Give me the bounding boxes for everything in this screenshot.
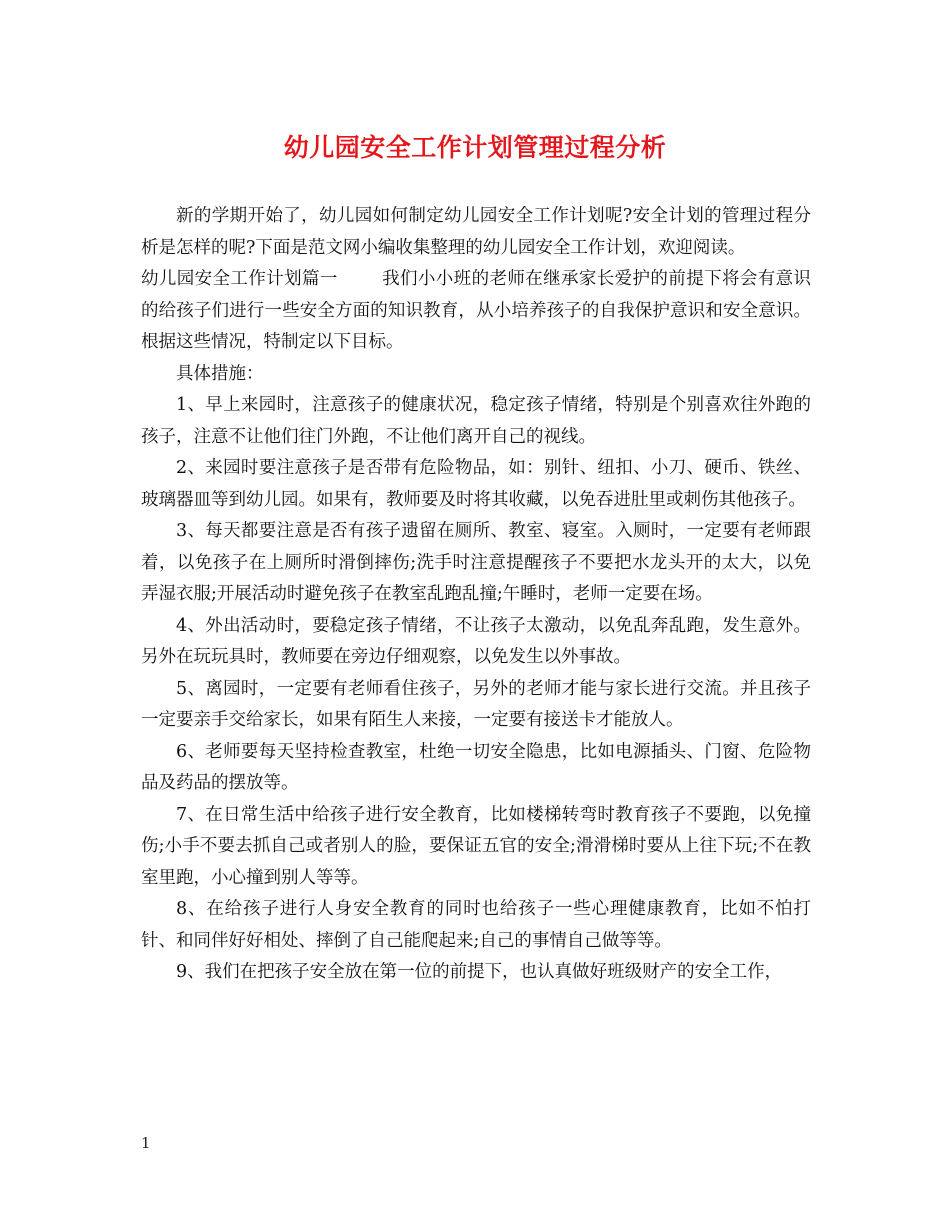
section-paragraph — [141, 264, 811, 359]
page-number: 1 — [141, 1134, 151, 1152]
measures-label: 具体措施： — [176, 363, 264, 384]
measure-item-4: 4、外出活动时，要稳定孩子情绪，不让孩子太激动，以免乱奔乱跑，发生意外。另外在玩玩具时，教师要在旁边仔细观察，以免发生以外事故。 — [141, 615, 811, 667]
measure-item-5: 5、离园时，一定要有老师看住孩子，另外的老师才能与家长进行交流。并且孩子一定要亲手交给家长，如果有陌生人来接，一定要有接送卡才能放人。 — [141, 678, 811, 730]
document-body — [141, 201, 811, 989]
measure-item-9: 9、我们在把孩子安全放在第一位的前提下，也认真做好班级财产的安全工作， — [176, 962, 783, 982]
measure-item-3: 3、每天都要注意是否有孩子遗留在厕所、教室、寝室。入厕时，一定要有老师跟着，以免孩子在上厕所时滑倒摔伤;洗手时注意提醒孩子不要把水龙头开的太大，以免弄湿衣服;开展活动时避免孩子在教室乱跑乱撞;午睡时，老师一定要在场。 — [141, 521, 811, 604]
document-title: 幼儿园安全工作计划管理过程分析 — [283, 133, 667, 162]
measure-item-6: 6、老师要每天坚持检查教室，杜绝一切安全隐患，比如电源插头、门窗、危险物品及药品的摆放等。 — [141, 741, 811, 793]
section-heading: 幼儿园安全工作计划篇一 — [141, 269, 338, 289]
intro-paragraph: 新的学期开始了，幼儿园如何制定幼儿园安全工作计划呢?安全计划的管理过程分析是怎样的呢?下面是范文网小编收集整理的幼儿园安全工作计划，欢迎阅读。 — [141, 206, 811, 258]
measure-item-8: 8、在给孩子进行人身安全教育的同时也给孩子一些心理健康教育，比如不怕打针、和同伴好好相处、摔倒了自己能爬起来;自己的事情自己做等等。 — [141, 899, 811, 951]
measure-item-1: 1、早上来园时，注意孩子的健康状况，稳定孩子情绪，特别是个别喜欢往外跑的孩子，注意不让他们往门外跑，不让他们离开自己的视线。 — [141, 395, 811, 447]
measure-item-2: 2、来园时要注意孩子是否带有危险物品，如：别针、纽扣、小刀、硬币、铁丝、玻璃器皿等到幼儿园。如果有，教师要及时将其收藏，以免吞进肚里或刺伤其他孩子。 — [141, 458, 811, 510]
section-intro: 我们小小班的老师在继承家长爱护的前提下将会有意识的给孩子们进行一些安全方面的知识教育，从小培养孩子的自我保护意识和安全意识。根据这些情况，特制定以下目标。 — [141, 269, 812, 352]
measure-item-7: 7、在日常生活中给孩子进行安全教育，比如楼梯转弯时教育孩子不要跑，以免撞伤;小手不要去抓自己或者别人的脸，要保证五官的安全;滑滑梯时要从上往下玩;不在教室里跑，小心撞到别人等等。 — [141, 804, 811, 888]
